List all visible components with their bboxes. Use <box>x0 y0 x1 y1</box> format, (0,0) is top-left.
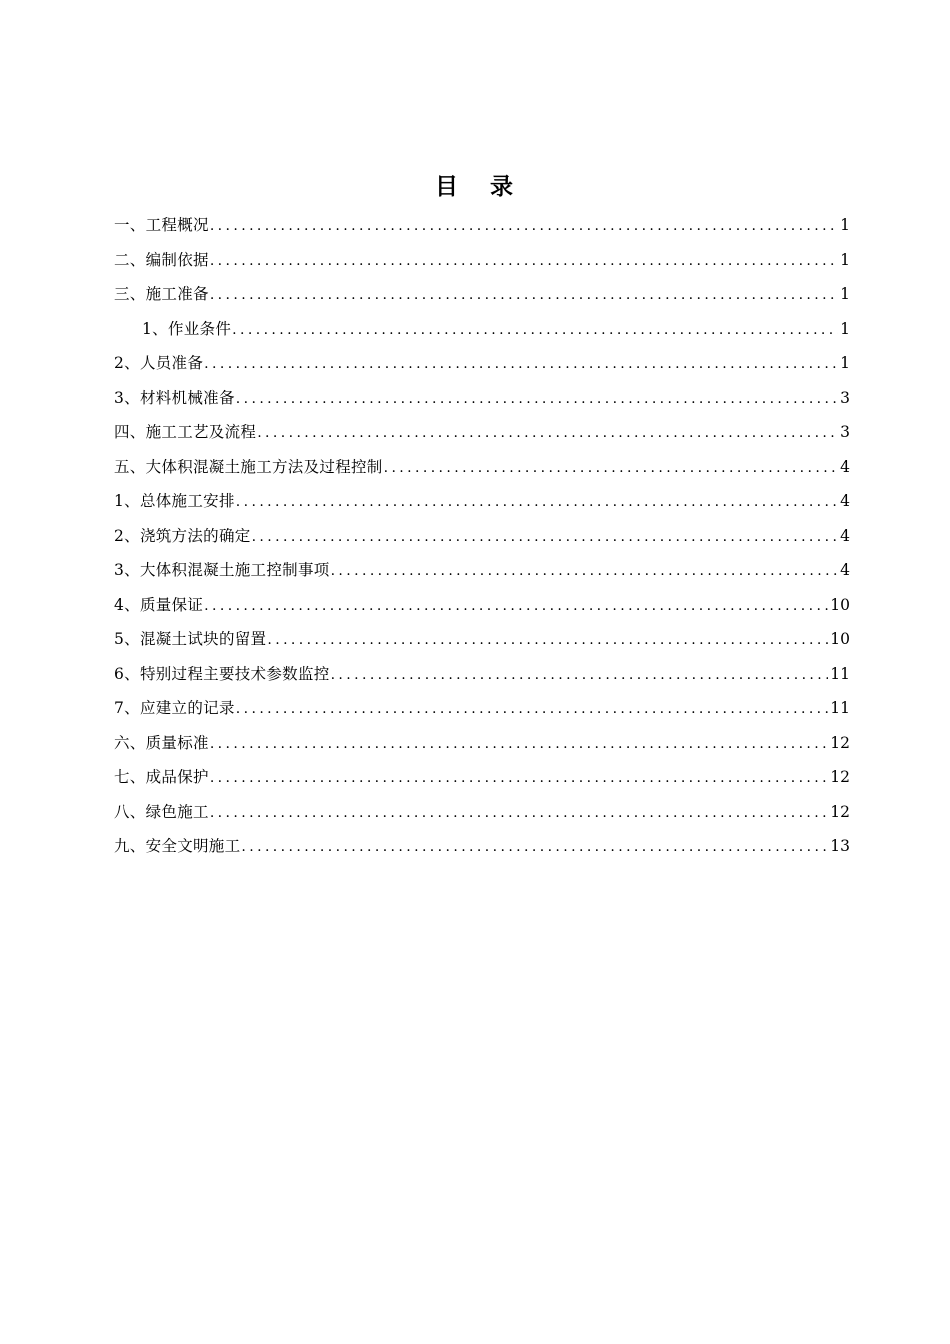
toc-entry-label: 一、工程概况 <box>114 216 209 234</box>
toc-dot-leader <box>204 589 828 624</box>
toc-entry-label: 二、编制依据 <box>114 250 209 269</box>
toc-entry-label: 7、应建立的记录 <box>114 699 235 717</box>
toc-entry-label: 1、作业条件 <box>142 319 232 338</box>
toc-page-number: 13 <box>830 837 850 855</box>
toc-entry[interactable] <box>114 415 850 450</box>
toc-entry[interactable] <box>114 553 850 588</box>
toc-entry-label: 七、成品保护 <box>114 768 209 786</box>
toc-entry[interactable] <box>114 657 850 692</box>
toc-dot-leader <box>331 658 829 693</box>
toc-page-number: 1 <box>840 354 850 372</box>
toc-page-number: 12 <box>830 768 850 786</box>
toc-page-number: 3 <box>840 388 850 407</box>
toc-title: 目 录 <box>434 174 525 200</box>
toc-dot-leader <box>257 416 838 451</box>
toc-page-number: 1 <box>840 319 850 338</box>
toc-dot-leader <box>241 830 828 865</box>
toc-entry[interactable] <box>114 208 850 243</box>
toc-entry-label: 六、质量标准 <box>114 733 209 752</box>
toc-entry[interactable] <box>114 381 850 416</box>
toc-entry[interactable] <box>114 622 850 657</box>
toc-page-number: 10 <box>830 630 850 648</box>
toc-entry-label: 2、浇筑方法的确定 <box>114 526 251 545</box>
toc-page-number: 3 <box>840 423 850 441</box>
toc-dot-leader <box>267 623 828 658</box>
toc-entry-label: 四、施工工艺及流程 <box>114 423 257 441</box>
toc-page-number: 4 <box>840 492 850 510</box>
toc-dot-leader <box>210 761 828 796</box>
toc-dot-leader <box>210 209 838 244</box>
toc-page-number: 10 <box>830 595 850 614</box>
toc-dot-leader <box>236 692 829 727</box>
toc-entry[interactable] <box>114 588 850 623</box>
toc-entry-label: 6、特别过程主要技术参数监控 <box>114 664 330 683</box>
toc-dot-leader <box>236 485 838 520</box>
toc-entry[interactable] <box>114 519 850 554</box>
toc-entry[interactable] <box>114 450 850 485</box>
toc-entry[interactable] <box>114 726 850 761</box>
toc-page-number: 12 <box>830 802 850 821</box>
toc-entry-label: 3、材料机械准备 <box>114 388 235 407</box>
toc-entry[interactable] <box>114 243 850 278</box>
toc-entry[interactable] <box>114 346 850 381</box>
toc-entry[interactable] <box>114 760 850 795</box>
toc-entry[interactable] <box>114 829 850 864</box>
table-of-contents <box>114 208 850 864</box>
toc-entry[interactable] <box>114 484 850 519</box>
toc-page-number: 12 <box>830 733 850 752</box>
toc-entry-label: 3、大体积混凝土施工控制事项 <box>114 561 330 579</box>
toc-dot-leader <box>210 244 838 279</box>
toc-dot-leader <box>210 727 828 762</box>
toc-page-number: 11 <box>830 664 850 683</box>
toc-dot-leader <box>252 520 839 555</box>
toc-dot-leader <box>232 313 838 348</box>
toc-dot-leader <box>210 796 828 831</box>
toc-entry-label: 5、混凝土试块的留置 <box>114 630 267 648</box>
toc-page-number: 11 <box>830 699 850 717</box>
toc-entry-label: 4、质量保证 <box>114 595 204 614</box>
toc-dot-leader <box>384 451 839 486</box>
toc-page-number: 1 <box>840 285 850 303</box>
toc-page-number: 1 <box>840 250 850 269</box>
toc-page-number: 4 <box>840 561 850 579</box>
toc-entry-label: 三、施工准备 <box>114 285 209 303</box>
toc-entry[interactable] <box>114 312 850 347</box>
toc-dot-leader <box>210 278 838 313</box>
toc-dot-leader <box>331 554 839 589</box>
toc-entry-label: 五、大体积混凝土施工方法及过程控制 <box>114 457 383 476</box>
toc-page-number: 1 <box>840 216 850 234</box>
toc-entry-label: 1、总体施工安排 <box>114 492 235 510</box>
toc-entry-label: 2、人员准备 <box>114 354 204 372</box>
toc-dot-leader <box>236 382 838 417</box>
toc-entry-label: 八、绿色施工 <box>114 802 209 821</box>
toc-entry[interactable] <box>114 795 850 830</box>
toc-page-number: 4 <box>840 526 850 545</box>
toc-entry[interactable] <box>114 277 850 312</box>
toc-page-number: 4 <box>840 457 850 476</box>
toc-entry[interactable] <box>114 691 850 726</box>
toc-dot-leader <box>204 347 838 382</box>
toc-entry-label: 九、安全文明施工 <box>114 837 241 855</box>
